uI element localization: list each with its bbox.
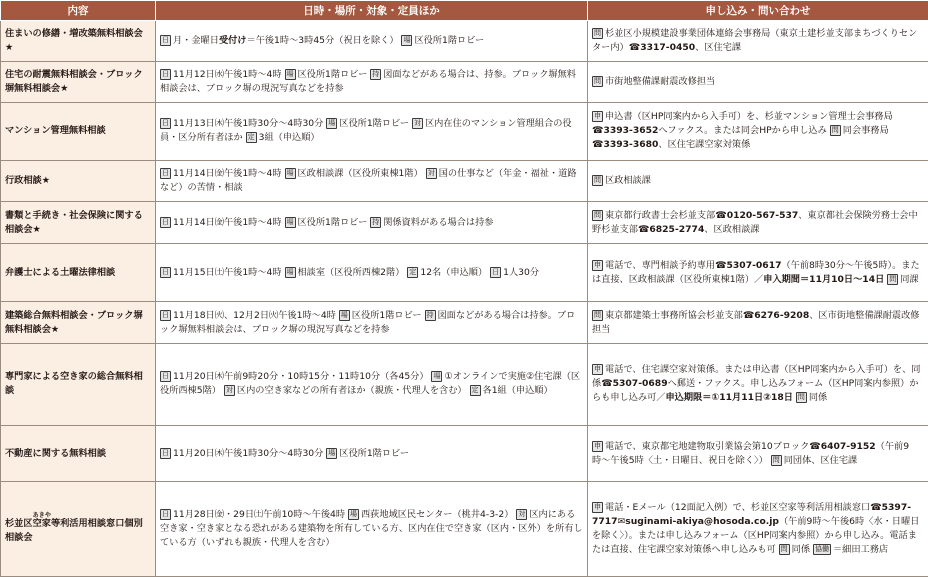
table-row [1,160,928,202]
row-contact: 問 杉並区小規模建設事業団体連絡会事務局（東京土建杉並支部まちづくりセンター内）☎3317-0450、区住宅課 [588,21,928,62]
date-tag-icon: 日 [162,372,169,381]
phone-number: ☎6407-9152 [809,440,876,452]
date-tag-icon: 日 [162,217,169,226]
date-tag-icon: 日 [162,168,169,177]
header-content: 内容 [1,1,156,21]
inquiry-tag-icon: 問 [594,28,601,37]
row-title: 不動産に関する無料相談 [1,425,156,482]
capacity-tag-icon: 定 [409,267,417,276]
date-tag-icon: 日 [162,69,169,78]
table-row [1,244,928,302]
date-tag-icon: 日 [162,119,169,128]
place-tag-icon: 場 [286,267,294,276]
table-header [1,1,928,21]
date-tag-icon: 日 [162,35,169,44]
place-tag-icon: 場 [286,217,294,226]
header-details: 日時・場所・対象・定員ほか [156,1,588,21]
row-title: 住宅の耐震無料相談会・ブロック塀無料相談会★ [1,61,156,102]
apply-tag-icon: 申 [594,112,601,121]
date-tag-icon: 日 [162,267,169,276]
apply-deadline: 申入期間＝11月10日〜14日 [763,273,885,285]
bring-tag-icon: 持 [372,217,380,226]
capacity-tag-icon: 定 [471,386,479,395]
row-contact: 申 申込書（区HP同案内から入手可）を、杉並マンション管理士会事務局☎3393-3652へファクス。または同会HPから申し込み 問 同会事務局☎3393-3680、区住宅課空家対策係 [588,102,928,160]
place-tag-icon: 場 [340,310,348,319]
target-tag-icon: 対 [225,386,233,395]
row-title: マンション管理無料相談 [1,102,156,160]
phone-number: ☎5397-7717 [592,502,912,528]
inquiry-tag-icon: 問 [772,455,780,464]
row-details: 日 11月15日㈯午後1時〜4時 場 相談室（区役所西棟2階） 定 12名（申込順） 日 1人30分 [156,244,588,302]
row-contact: 問 東京都建築士事務所協会杉並支部☎6276-9208、区市街地整備課耐震改修担当 [588,302,928,344]
row-contact: 問 市街地整備課耐震改修担当 [588,61,928,102]
row-contact: 問 区政相談課 [588,160,928,202]
row-contact: 申 電話で、住宅課空家対策係。または申込書（区HP同案内から入手可）を、同係☎5307-0689へ郵送・ファクス。申し込みフォーム（区HP同案内参照）からも申し込み可／申込期限＝①11月11日②18日 問 同係 [588,344,928,426]
inquiry-tag-icon: 問 [780,545,788,554]
table-row [1,202,928,244]
phone-number: ☎6276-9208 [742,309,810,321]
date-tag-icon: 日 [492,267,500,276]
row-details: 日 11月18日㈫、12月2日㈫午後1時〜4時 場 区役所1階ロビー 持 図面などがある場合は持参。ブロック塀無料相談会は、ブロック塀の現況写真などを持参 [156,302,588,344]
place-tag-icon: 場 [328,448,336,457]
date-tag-icon: 日 [162,448,169,457]
row-title: 書類と手続き・社会保険に関する相談会★ [1,202,156,244]
row-details: 日 11月28日㈮・29日㈯午前10時〜午後4時 場 西荻地域区民センター（桃井4-3-2） 対 区内にある空き家・空き家となる恐れがある建築物を所有している方、区内在住で空き家（区内・区外）を所有している方（いずれも親族・代理人を含む） [156,482,588,577]
place-tag-icon: 場 [433,372,441,381]
row-title: 行政相談★ [1,160,156,202]
phone-number: ☎3393-3652 [592,125,659,137]
row-title: 建築総合無料相談会・ブロック塀無料相談会★ [1,302,156,344]
capacity-tag-icon: 定 [247,133,255,142]
inquiry-tag-icon: 問 [889,274,897,283]
apply-tag-icon: 申 [594,260,601,269]
row-details: 日 11月20日㈭午後1時30分〜4時30分 場 区役所1階ロビー [156,425,588,482]
row-details: 日 11月13日㈭午後1時30分〜4時30分 場 区役所1階ロビー 対 区内在住のマンション管理組合の役員・区分所有者ほか 定 3組（申込順） [156,102,588,160]
phone-number: ☎6825-2774 [637,223,705,235]
row-details: 日 月・金曜日受付け＝午後1時〜3時45分（祝日を除く） 場 区役所1階ロビー [156,21,588,62]
table-row [1,21,928,62]
cooperation-tag-icon: 協働 [814,545,829,554]
bring-tag-icon: 持 [372,69,380,78]
table-row [1,482,928,577]
row-contact: 申 電話・Eメール（12面記入例）で、杉並区空家等利活用相談窓口☎5397-7717✉suginami-akiya@hosoda.co.jp（午前9時〜午後6時〈水・日曜日を除く〉）。または申し込みフォーム（区HP同案内参照）から申し込み。電話または直接、住宅課空家対策係へ申し込みも可 問 同係 協働 ＝細田工務店 [588,482,928,577]
row-title: 専門家による空き家の総合無料相談 [1,344,156,426]
place-tag-icon: 場 [286,69,294,78]
row-details: 日 11月12日㈬午後1時〜4時 場 区役所1階ロビー 持 図面などがある場合は、持参。ブロック塀無料相談会は、ブロック塀の現況写真などを持参 [156,61,588,102]
email-address[interactable]: ✉suginami-akiya@hosoda.co.jp [617,516,779,528]
target-tag-icon: 対 [518,510,526,519]
apply-tag-icon: 申 [594,503,601,512]
phone-number: ☎3393-3680 [592,139,659,151]
row-details: 日 11月20日㈭午前9時20分・10時15分・11時10分（各45分） 場 ①オンラインで実施②住宅課（区役所西棟5階） 対 区内の空き家などの所有者ほか（親族・代理人を含む） 定 各1組（申込順） [156,344,588,426]
apply-deadline: 申込期限＝①11月11日②18日 [665,392,793,404]
bring-tag-icon: 持 [426,310,434,319]
inquiry-tag-icon: 問 [594,175,601,184]
row-contact: 申 電話で、東京都宅地建物取引業協会第10ブロック☎6407-9152（午前9時〜午後5時〈土・日曜日、祝日を除く〉） 問 同団体、区住宅課 [588,425,928,482]
table-row [1,102,928,160]
row-title: 弁護士による土曜法律相談 [1,244,156,302]
place-tag-icon: 場 [349,510,357,519]
target-tag-icon: 対 [427,168,435,177]
table-row [1,425,928,482]
place-tag-icon: 場 [328,119,336,128]
target-tag-icon: 対 [413,119,421,128]
row-title: 杉並区空家あきや等利活用相談窓口個別相談会 [1,482,156,577]
row-details: 日 11月14日㈮午後1時〜4時 場 区政相談課（区役所東棟1階） 対 国の仕事など（年金・福祉・道路など）の苦情・相談 [156,160,588,202]
row-contact: 申 電話で、専門相談予約専用☎5307-0617（午前8時30分〜午後5時）。または直接、区政相談課（区役所東棟1階）／申入期間＝11月10日〜14日 問 同課 [588,244,928,302]
apply-tag-icon: 申 [594,365,601,374]
date-tag-icon: 日 [162,310,169,319]
phone-number: ☎5307-0689 [601,378,668,390]
header-apply: 申し込み・問い合わせ [588,1,928,21]
inquiry-tag-icon: 問 [594,76,601,85]
table-row [1,61,928,102]
phone-number: ☎5307-0617 [715,259,782,271]
inquiry-tag-icon: 問 [594,210,601,219]
date-tag-icon: 日 [162,510,169,519]
row-title: 住まいの修繕・増改築無料相談会★ [1,21,156,62]
place-tag-icon: 場 [403,35,411,44]
row-details: 日 11月14日㈮午後1時〜4時 場 区役所1階ロビー 持 関係資料がある場合は持参 [156,202,588,244]
place-tag-icon: 場 [286,168,294,177]
table-row [1,344,928,426]
table-row [1,302,928,344]
phone-number: ☎3317-0450 [628,41,696,53]
phone-number: ☎0120-567-537 [715,209,799,221]
inquiry-tag-icon: 問 [797,393,805,402]
row-contact: 問 東京都行政書士会杉並支部☎0120-567-537、東京都社会保険労務士会中野杉並支部☎6825-2774、区政相談課 [588,202,928,244]
apply-tag-icon: 申 [594,441,601,450]
inquiry-tag-icon: 問 [594,310,601,319]
inquiry-tag-icon: 問 [831,126,839,135]
